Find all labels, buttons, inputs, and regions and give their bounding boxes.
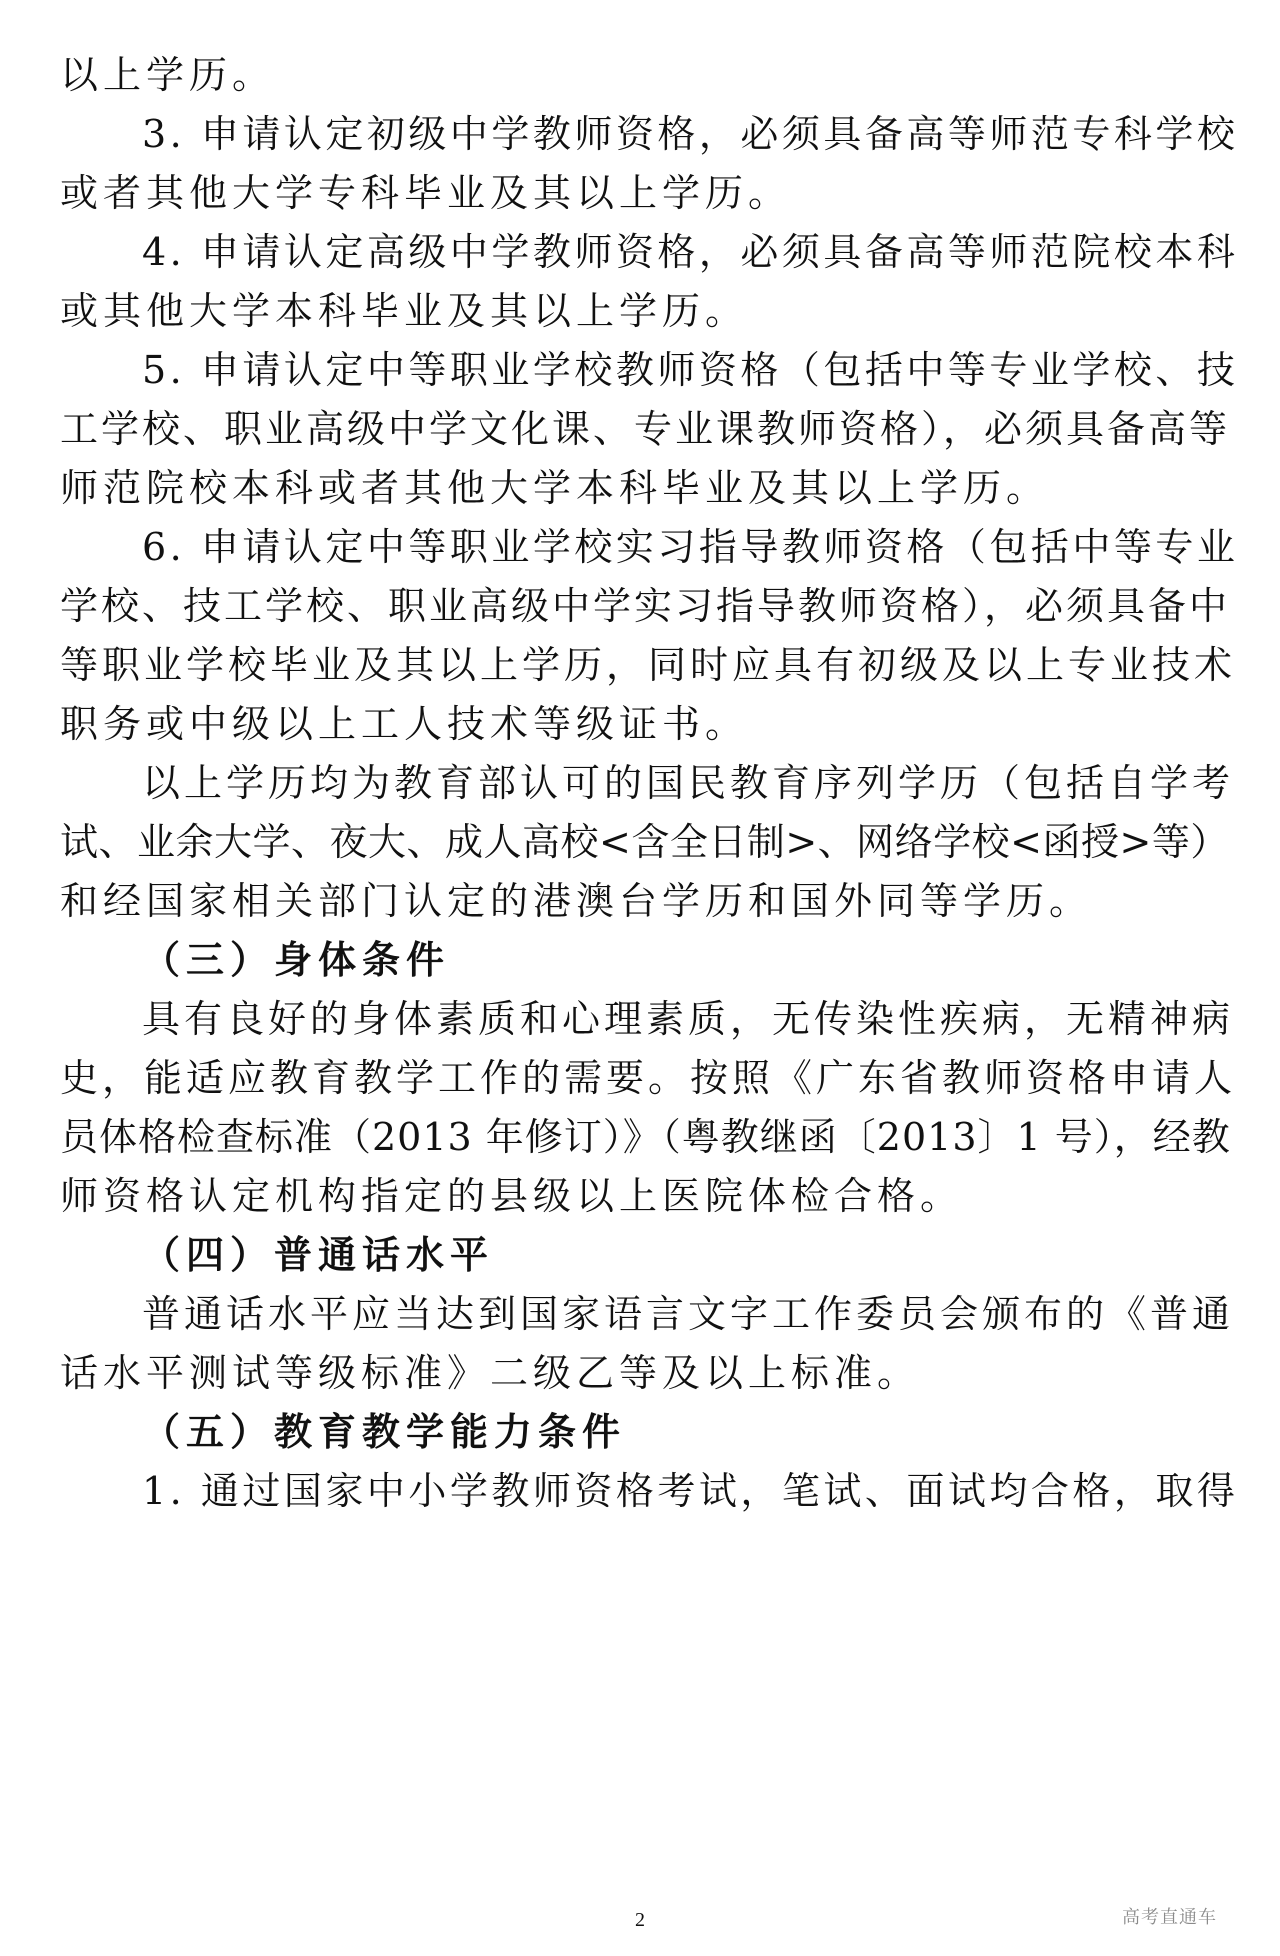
text-line: 话水平测试等级标准》二级乙等及以上标准。 (60, 1351, 921, 1395)
section-heading: （三）身体条件 (142, 937, 451, 982)
page-number: 2 (635, 1909, 645, 1931)
text-line: 师资格认定机构指定的县级以上医院体检合格。 (60, 1174, 964, 1218)
text-line: 普通话水平应当达到国家语言文字工作委员会颁布的《普通 (142, 1292, 1235, 1336)
text-line: 或者其他大学专科毕业及其以上学历。 (60, 171, 792, 215)
text-line: 试、业余大学、夜大、成人高校<含全日制>、网络学校<函授>等） (60, 820, 1229, 864)
text-line: 和经国家相关部门认定的港澳台学历和国外同等学历。 (60, 879, 1093, 923)
text-line: 以上学历。 (60, 53, 276, 97)
section-heading: （四）普通话水平 (142, 1232, 495, 1277)
text-line: 3. 申请认定初级中学教师资格，必须具备高等师范专科学校 (142, 112, 1239, 156)
text-line: 职务或中级以上工人技术等级证书。 (60, 702, 749, 746)
text-line: 4. 申请认定高级中学教师资格，必须具备高等师范院校本科 (142, 230, 1239, 274)
text-line: 工学校、职业高级中学文化课、专业课教师资格），必须具备高等 (60, 407, 1231, 451)
text-line: 具有良好的身体素质和心理素质，无传染性疾病，无精神病 (142, 997, 1235, 1041)
text-line: 学校、技工学校、职业高级中学实习指导教师资格），必须具备中 (60, 584, 1231, 628)
text-line: 等职业学校毕业及其以上学历，同时应具有初级及以上专业技术 (60, 643, 1237, 687)
text-line: 史，能适应教育教学工作的需要。按照《广东省教师资格申请人 (60, 1056, 1237, 1100)
watermark-text: 高考直通车 (1122, 1907, 1217, 1928)
text-line: 1. 通过国家中小学教师资格考试，笔试、面试均合格，取得 (142, 1469, 1239, 1513)
text-line: 或其他大学本科毕业及其以上学历。 (60, 289, 749, 333)
text-line: 6. 申请认定中等职业学校实习指导教师资格（包括中等专业 (142, 525, 1239, 569)
text-line: 师范院校本科或者其他大学本科毕业及其以上学历。 (60, 466, 1050, 510)
text-line: 以上学历均为教育部认可的国民教育序列学历（包括自学考 (142, 761, 1235, 805)
text-line: 员体格检查标准（2013 年修订）》（粤教继函〔2013〕1 号），经教 (60, 1115, 1231, 1159)
text-line: 5. 申请认定中等职业学校教师资格（包括中等专业学校、技 (142, 348, 1239, 392)
section-heading: （五）教育教学能力条件 (142, 1409, 627, 1454)
